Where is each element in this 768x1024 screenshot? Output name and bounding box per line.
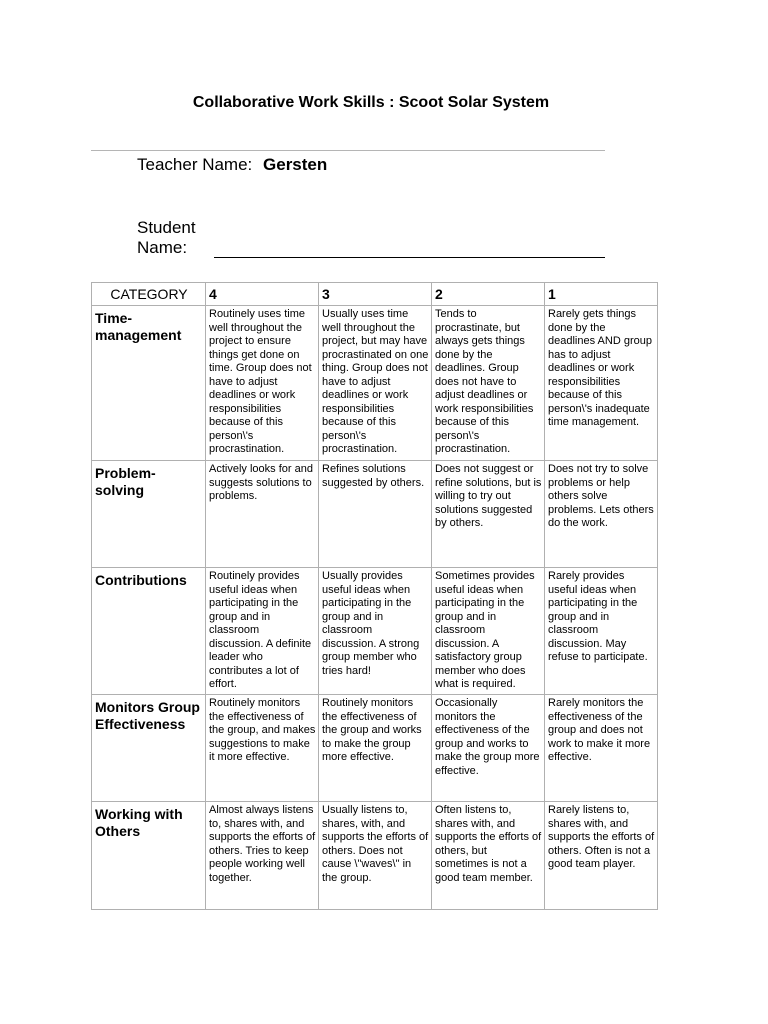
criterion-cell-1: Rarely provides useful ideas when participating in the group and in classroom discussion. May refuse to participate. <box>545 568 658 695</box>
criterion-cell-1: Rarely monitors the effectiveness of the group and does not work to make it more effective. <box>545 695 658 802</box>
rubric-row-monitors-group-effectiveness <box>92 695 658 802</box>
criterion-cell-2: Occasionally monitors the effectiveness of the group and works to make the group more effective. <box>432 695 545 802</box>
criterion-cell-3: Usually listens to, shares, with, and supports the efforts of others. Does not cause \"waves\" in the group. <box>319 802 432 910</box>
criterion-cell-3: Routinely monitors the effectiveness of the group and works to make the group more effective. <box>319 695 432 802</box>
rubric-table <box>91 282 658 910</box>
header-score-1: 1 <box>545 283 658 306</box>
criterion-cell-4: Routinely monitors the effectiveness of the group, and makes suggestions to make it more effective. <box>206 695 319 802</box>
criterion-cell-3: Usually uses time well throughout the project, but may have procrastinated on one thing. Group does not have to adjust deadlines or work responsibilities because of this person\'s procrastination. <box>319 306 432 461</box>
criterion-cell-1: Rarely gets things done by the deadlines AND group has to adjust deadlines or work responsibilities because of this person\'s inadequate time management. <box>545 306 658 461</box>
criterion-cell-2: Does not suggest or refine solutions, but is willing to try out solutions suggested by others. <box>432 461 545 568</box>
criterion-cell-2: Often listens to, shares with, and supports the efforts of others, but sometimes is not a good team member. <box>432 802 545 910</box>
criterion-cell-4: Routinely uses time well throughout the project to ensure things get done on time. Group does not have to adjust deadlines or work responsibilities because of this person\'s procrastination. <box>206 306 319 461</box>
header-score-3: 3 <box>319 283 432 306</box>
criterion-cell-3: Refines solutions suggested by others. <box>319 461 432 568</box>
rubric-row-contributions <box>92 568 658 695</box>
header-score-2: 2 <box>432 283 545 306</box>
category-cell: Working with Others <box>92 802 206 910</box>
header-score-4: 4 <box>206 283 319 306</box>
rubric-header-row <box>92 283 658 306</box>
rubric-row-problem-solving <box>92 461 658 568</box>
rubric-row-working-with-others <box>92 802 658 910</box>
teacher-name-label: Teacher Name: <box>137 155 253 174</box>
criterion-cell-2: Sometimes provides useful ideas when participating in the group and in classroom discussion. A satisfactory group member who does what is required. <box>432 568 545 695</box>
category-cell: Problem-solving <box>92 461 206 568</box>
criterion-cell-3: Usually provides useful ideas when participating in the group and in classroom discussion. A strong group member who tries hard! <box>319 568 432 695</box>
student-name-blank <box>214 257 605 258</box>
header-category: CATEGORY <box>92 283 206 306</box>
student-name-label: Student Name: <box>137 218 196 257</box>
rubric-row-time-management <box>92 306 658 461</box>
criterion-cell-4: Actively looks for and suggests solutions to problems. <box>206 461 319 568</box>
criterion-cell-1: Rarely listens to, shares with, and supports the efforts of others. Often is not a good team player. <box>545 802 658 910</box>
category-cell: Time-management <box>92 306 206 461</box>
criterion-cell-2: Tends to procrastinate, but always gets things done by the deadlines. Group does not have to adjust deadlines or work responsibilities because of this person\'s procrastination. <box>432 306 545 461</box>
criterion-cell-1: Does not try to solve problems or help others solve problems. Lets others do the work. <box>545 461 658 568</box>
document-title: Collaborative Work Skills : Scoot Solar System <box>192 94 550 111</box>
category-cell: Monitors Group Effectiveness <box>92 695 206 802</box>
title-divider <box>91 150 605 151</box>
teacher-name-value: Gersten <box>263 155 328 174</box>
category-cell: Contributions <box>92 568 206 695</box>
criterion-cell-4: Routinely provides useful ideas when participating in the group and in classroom discussion. A definite leader who contributes a lot of effort. <box>206 568 319 695</box>
criterion-cell-4: Almost always listens to, shares with, and supports the efforts of others. Tries to keep people working well together. <box>206 802 319 910</box>
teacher-name-line <box>137 155 327 175</box>
